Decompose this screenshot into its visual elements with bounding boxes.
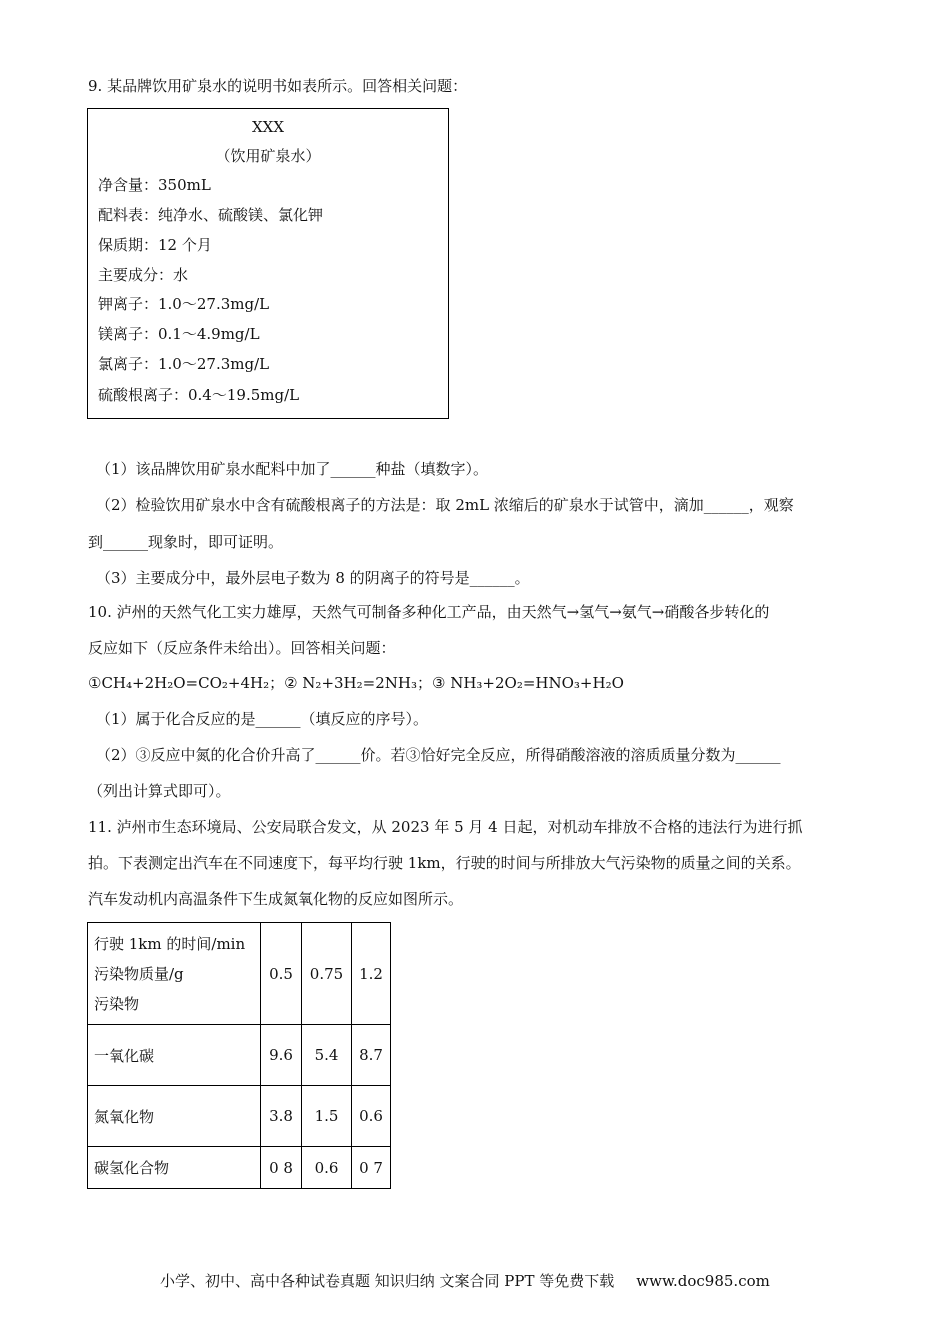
q10-reactions: ①CH₄+2H₂O=CO₂+4H₂；② N₂+3H₂=2NH₃；③ NH₃+2O₂=HNO₃+H₂O: [88, 674, 624, 692]
label-line: 净含量：350mL: [98, 176, 211, 194]
value-cell: 0 7: [352, 1147, 391, 1189]
footer-site-link[interactable]: www.doc985.com: [636, 1272, 770, 1290]
label-line: 主要成分：水: [98, 266, 189, 284]
q10-sub1: （1）属于化合反应的是______（填反应的序号）。: [96, 710, 429, 728]
q11-intro-b: 拍。下表测定出汽车在不同速度下，每平均行驶 1km，行驶的时间与所排放大气污染物的质量之间的关系。: [88, 854, 801, 872]
pollutant-name: 碳氢化合物: [88, 1147, 261, 1189]
value-cell: 0.6: [302, 1147, 352, 1189]
label-line: 硫酸根离子：0.4～19.5mg/L: [98, 386, 300, 404]
table-row: [88, 1086, 391, 1147]
page-footer: [160, 1270, 770, 1291]
pollutant-table: [87, 922, 391, 1189]
value-cell: 8.7: [352, 1025, 391, 1086]
header-line: 污染物质量/g: [94, 964, 184, 983]
q9-sub3: （3）主要成分中，最外层电子数为 8 的阴离子的符号是______。: [96, 569, 530, 587]
value-cell: 5.4: [302, 1025, 352, 1086]
value-cell: 0.6: [352, 1086, 391, 1147]
label-line: 配料表：纯净水、硫酸镁、氯化钾: [98, 206, 324, 224]
label-line: 镁离子：0.1～4.9mg/L: [98, 325, 260, 343]
label-line: 保质期：12 个月: [98, 236, 212, 254]
table-header-cell: [88, 923, 261, 1025]
pollutant-name: 氮氧化物: [88, 1086, 261, 1147]
time-cell: 0.5: [261, 923, 302, 1025]
table-row: [88, 1025, 391, 1086]
value-cell: 3.8: [261, 1086, 302, 1147]
q10-intro-b: 反应如下（反应条件未给出）。回答相关问题：: [88, 639, 396, 657]
q10-intro-a: 10. 泸州的天然气化工实力雄厚，天然气可制备多种化工产品，由天然气→氢气→氨气→硝酸各步转化的: [88, 603, 770, 621]
time-cell: 0.75: [302, 923, 352, 1025]
label-line: 氯离子：1.0～27.3mg/L: [98, 355, 270, 373]
label-brand: XXX: [251, 118, 285, 136]
q9-intro: 9. 某品牌饮用矿泉水的说明书如表所示。回答相关问题：: [88, 77, 468, 95]
header-line: 污染物: [94, 994, 140, 1013]
q9-sub2b: 到______现象时，即可证明。: [88, 533, 284, 551]
q9-sub1: （1）该品牌饮用矿泉水配料中加了______种盐（填数字）。: [96, 460, 489, 478]
value-cell: 0 8: [261, 1147, 302, 1189]
q9-sub2a: （2）检验饮用矿泉水中含有硫酸根离子的方法是：取 2mL 浓缩后的矿泉水于试管中，滴加______，观察: [96, 496, 794, 514]
q10-sub2a: （2）③反应中氮的化合价升高了______价。若③恰好完全反应，所得硝酸溶液的溶质质量分数为______: [96, 746, 781, 764]
value-cell: 1.5: [302, 1086, 352, 1147]
time-cell: 1.2: [352, 923, 391, 1025]
mineral-water-label: [87, 108, 449, 419]
footer-text: 小学、初中、高中各种试卷真题 知识归纳 文案合同 PPT 等免费下载: [160, 1272, 615, 1290]
pollutant-name: 一氧化碳: [88, 1025, 261, 1086]
value-cell: 9.6: [261, 1025, 302, 1086]
q10-sub2b: （列出计算式即可）。: [88, 782, 231, 800]
label-subtitle: （饮用矿泉水）: [215, 147, 321, 165]
table-header-row: [88, 923, 391, 1025]
label-line: 钾离子：1.0～27.3mg/L: [98, 295, 270, 313]
q11-intro-c: 汽车发动机内高温条件下生成氮氧化物的反应如图所示。: [88, 890, 464, 908]
header-line: 行驶 1km 的时间/min: [94, 934, 246, 953]
table-row: [88, 1147, 391, 1189]
q11-intro-a: 11. 泸州市生态环境局、公安局联合发文，从 2023 年 5 月 4 日起，对机动车排放不合格的违法行为进行抓: [88, 818, 803, 836]
